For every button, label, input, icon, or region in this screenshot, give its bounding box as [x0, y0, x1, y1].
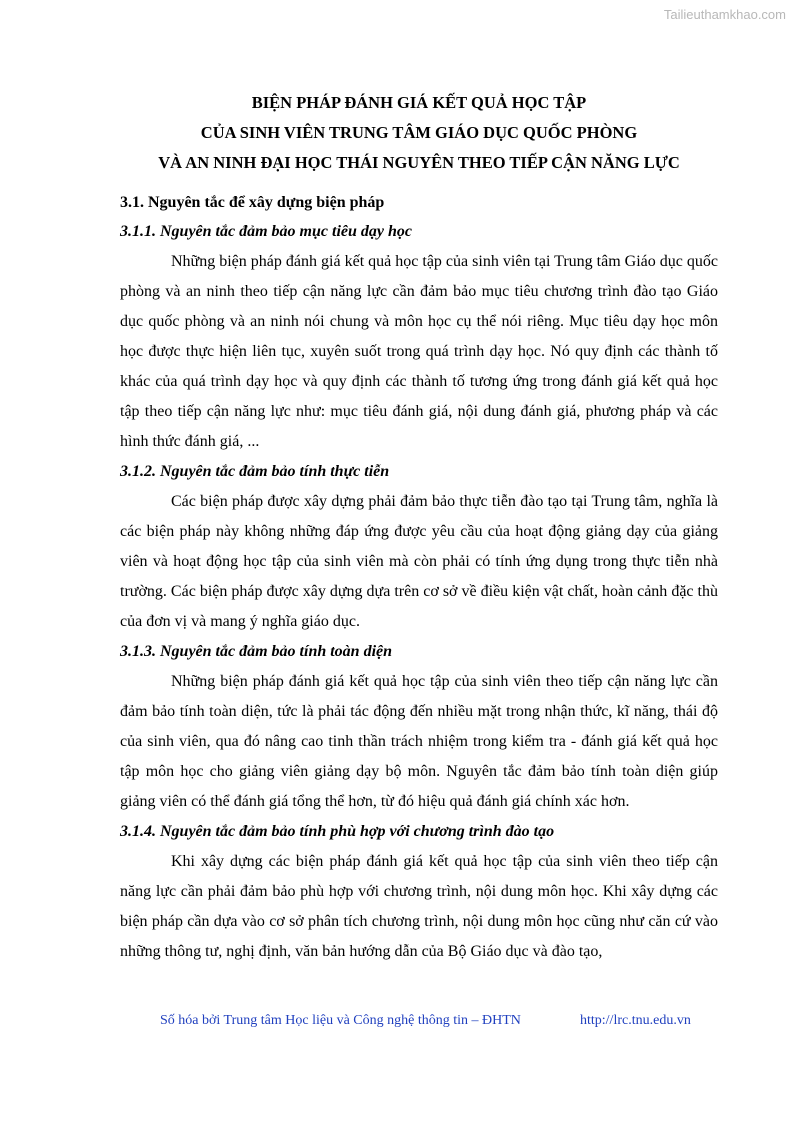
document-body	[120, 88, 718, 967]
footer-url-link[interactable]: http://lrc.tnu.edu.vn	[580, 1013, 691, 1028]
subsection-heading-3-1-2: 3.1.2. Nguyên tắc đảm bảo tính thực tiễn	[120, 463, 390, 480]
page-footer	[160, 1013, 720, 1029]
title-line-2: CỦA SINH VIÊN TRUNG TÂM GIÁO DỤC QUỐC PHÒNG	[200, 123, 638, 142]
paragraph-3-1-3: Những biện pháp đánh giá kết quả học tập của sinh viên theo tiếp cận năng lực cần đảm bảo tính toàn diện, tức là phải tác động đến nhiều mặt trong nhận thức, kĩ năng, thái độ của sinh viên, qua đó nâng cao tinh thần trách nhiệm trong kiểm tra - đánh giá kết quả học tập môn học cho giảng viên giảng dạy bộ môn. Nguyên tắc đảm bảo tính toàn diện giúp giảng viên có thể đánh giá tổng thể hơn, từ đó hiệu quả đánh giá chính xác hơn.	[120, 673, 718, 810]
footer-text: Số hóa bởi Trung tâm Học liệu và Công nghệ thông tin – ĐHTN	[160, 1013, 521, 1028]
title-line-3: VÀ AN NINH ĐẠI HỌC THÁI NGUYÊN THEO TIẾP CẬN NĂNG LỰC	[158, 153, 680, 172]
watermark: Tailieuthamkhao.com	[663, 7, 786, 22]
title-line-1: BIỆN PHÁP ĐÁNH GIÁ KẾT QUẢ HỌC TẬP	[251, 93, 587, 112]
subsection-heading-3-1-1: 3.1.1. Nguyên tắc đảm bảo mục tiêu dạy học	[120, 223, 412, 240]
subsection-heading-3-1-4: 3.1.4. Nguyên tắc đảm bảo tính phù hợp với chương trình đào tạo	[120, 823, 555, 840]
document-title	[120, 88, 718, 178]
section-heading: 3.1. Nguyên tắc để xây dựng biện pháp	[120, 194, 385, 211]
paragraph-3-1-4: Khi xây dựng các biện pháp đánh giá kết quả học tập của sinh viên theo tiếp cận năng lực cần phải đảm bảo phù hợp với chương trình, nội dung môn học. Khi xây dựng các biện pháp cần dựa vào cơ sở phân tích chương trình, nội dung môn học cũng như căn cứ vào những thông tư, nghị định, văn bản hướng dẫn của Bộ Giáo dục và đào tạo,	[120, 853, 718, 960]
paragraph-3-1-1: Những biện pháp đánh giá kết quả học tập của sinh viên tại Trung tâm Giáo dục quốc phòng và an ninh theo tiếp cận năng lực cần đảm bảo mục tiêu chương trình đào tạo Giáo dục quốc phòng và an ninh nói chung và môn học cụ thể nói riêng. Mục tiêu dạy học môn học được thực hiện liên tục, xuyên suốt trong quá trình dạy học. Nó quy định các thành tố khác của quá trình dạy học và quy định các thành tố tương ứng trong đánh giá kết quả học tập theo tiếp cận năng lực như: mục tiêu đánh giá, nội dung đánh giá, phương pháp và các hình thức đánh giá, ...	[120, 253, 718, 450]
paragraph-3-1-2: Các biện pháp được xây dựng phải đảm bảo thực tiễn đào tạo tại Trung tâm, nghĩa là các biện pháp này không những đáp ứng được yêu cầu của hoạt động giảng dạy của giảng viên và hoạt động học tập của sinh viên mà còn phải có tính ứng dụng trong thực tiễn nhà trường. Các biện pháp được xây dựng dựa trên cơ sở về điều kiện vật chất, hoàn cảnh đặc thù của đơn vị và mang ý nghĩa giáo dục.	[120, 493, 718, 630]
subsection-heading-3-1-3: 3.1.3. Nguyên tắc đảm bảo tính toàn diện	[120, 643, 393, 660]
